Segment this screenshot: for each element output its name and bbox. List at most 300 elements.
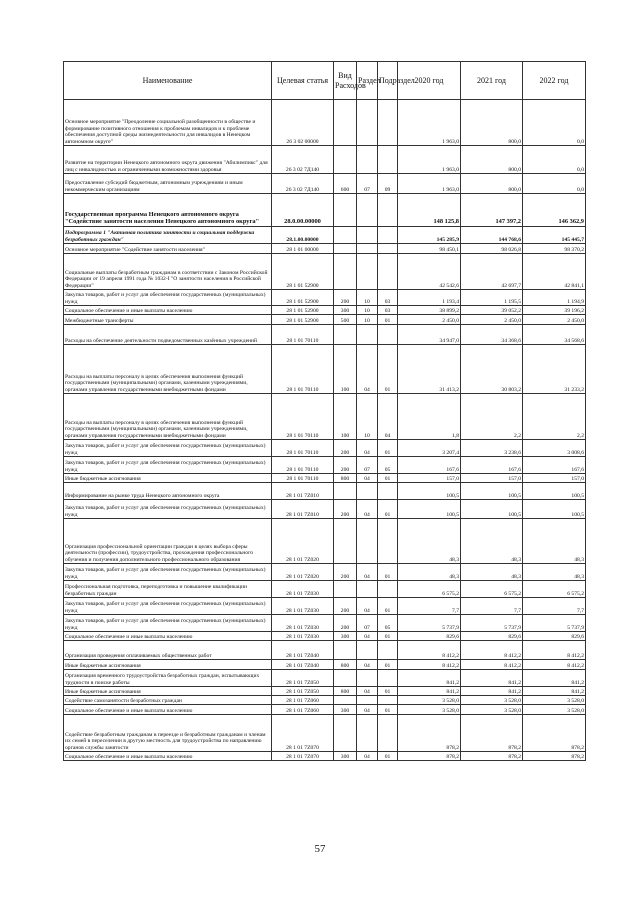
row-value-2020: 829,6 (398, 632, 461, 641)
row-value-2020: 38 899,2 (398, 306, 461, 315)
row-target: 28 1 01 7Z040 (272, 660, 334, 670)
table-row (64, 394, 586, 440)
row-razdel (357, 100, 378, 146)
row-name: Социальные выплаты безработным гражданам в соответствии с Законом Российской Федерации от 19 апреля 1991 года № 1032-I "О занятости населения в Российской Федерации" (64, 254, 272, 290)
row-razdel: 04 (357, 500, 378, 519)
table-row (64, 500, 586, 519)
row-value-2020: 5 737,9 (398, 615, 461, 632)
row-value-2020: 8 412,2 (398, 660, 461, 670)
row-value-2022: 98 370,2 (523, 244, 586, 254)
row-value-2021: 144 768,6 (461, 227, 523, 244)
row-podrazdel: 01 (378, 598, 398, 615)
row-razdel (357, 641, 378, 660)
row-target: 28 1 01 7Z030 (272, 632, 334, 641)
row-value-2021: 8 412,2 (461, 641, 523, 660)
row-target: 28 1 01 7Z040 (272, 641, 334, 660)
row-razdel (357, 194, 378, 227)
row-value-2022: 841,2 (523, 670, 586, 687)
row-target: 28 1 01 52900 (272, 306, 334, 315)
row-value-2020: 2 450,0 (398, 315, 461, 325)
row-vid: 300 (334, 705, 357, 715)
row-podrazdel: 01 (378, 632, 398, 641)
row-vid: 200 (334, 564, 357, 581)
row-name: Профессиональная подготовка, переподготовка и повышение квалификации безработных граждан (64, 581, 272, 598)
row-value-2022: 829,6 (523, 632, 586, 641)
row-vid: 300 (334, 306, 357, 315)
row-podrazdel: 05 (378, 615, 398, 632)
row-value-2022: 1 194,9 (523, 290, 586, 306)
row-value-2020: 878,2 (398, 752, 461, 761)
row-name: Иные бюджетные ассигнования (64, 687, 272, 696)
row-name: Расходы на обеспечение деятельности подведомственных казённых учреждений (64, 325, 272, 345)
header-2021: 2021 год (461, 62, 523, 100)
row-vid (334, 325, 357, 345)
row-value-2021: 878,2 (461, 715, 523, 752)
row-target: 28 1 01 7Z070 (272, 752, 334, 761)
row-value-2021: 147 397,2 (461, 194, 523, 227)
row-name: Содействие самозанятости безработных граждан (64, 696, 272, 705)
row-vid (334, 227, 357, 244)
header-name: Наименование (64, 62, 272, 100)
row-podrazdel: 01 (378, 705, 398, 715)
row-value-2022: 6 575,2 (523, 581, 586, 598)
row-value-2021: 2,2 (461, 394, 523, 440)
row-razdel: 04 (357, 474, 378, 483)
table-row (64, 581, 586, 598)
row-name: Социальное обеспечение и иные выплаты населению (64, 705, 272, 715)
budget-table (63, 61, 586, 761)
row-value-2022: 5 737,9 (523, 615, 586, 632)
row-razdel: 04 (357, 598, 378, 615)
row-podrazdel (378, 641, 398, 660)
row-target: 28 1 01 7Z070 (272, 715, 334, 752)
row-value-2020: 100,5 (398, 483, 461, 500)
row-podrazdel (378, 100, 398, 146)
table-row (64, 325, 586, 345)
row-value-2020: 48,3 (398, 564, 461, 581)
table-row (64, 705, 586, 715)
row-podrazdel (378, 483, 398, 500)
row-value-2022: 2 450,0 (523, 315, 586, 325)
row-name: Закупка товаров, работ и услуг для обеспечения государственных (муниципальных) нужд (64, 500, 272, 519)
row-vid (334, 581, 357, 598)
row-target: 28 1 01 7Z010 (272, 483, 334, 500)
table-row (64, 194, 586, 227)
row-name: Государственная программа Ненецкого автономного округа "Содействие занятости населения Ненецкого автономного округа" (64, 194, 272, 227)
row-vid: 300 (334, 632, 357, 641)
row-name: Организация временного трудоустройства безработных граждан, испытывающих трудности в поиске работы (64, 670, 272, 687)
row-value-2021: 800,0 (461, 174, 523, 194)
row-value-2020: 1 963,0 (398, 100, 461, 146)
row-vid (334, 244, 357, 254)
table-row (64, 483, 586, 500)
row-value-2020: 157,0 (398, 474, 461, 483)
row-value-2020: 1 963,0 (398, 146, 461, 174)
table-row (64, 632, 586, 641)
table-row (64, 598, 586, 615)
row-value-2022: 48,3 (523, 564, 586, 581)
row-vid (334, 641, 357, 660)
row-value-2020: 1,8 (398, 394, 461, 440)
header-row (64, 62, 586, 100)
row-target: 26 3 02 00000 (272, 100, 334, 146)
row-value-2022: 0,0 (523, 100, 586, 146)
row-razdel: 04 (357, 632, 378, 641)
row-name: Социальное обеспечение и иные выплаты населению (64, 632, 272, 641)
row-razdel (357, 715, 378, 752)
row-value-2022: 100,5 (523, 500, 586, 519)
row-razdel (357, 581, 378, 598)
table-body (64, 100, 586, 761)
row-vid (334, 146, 357, 174)
row-target: 28 1 01 7Z030 (272, 581, 334, 598)
row-value-2020: 98 450,1 (398, 244, 461, 254)
row-target: 28 1 01 70110 (272, 457, 334, 474)
row-value-2021: 841,2 (461, 687, 523, 696)
row-value-2020: 878,2 (398, 715, 461, 752)
row-target: 28.1.00.00000 (272, 227, 334, 244)
row-podrazdel: 01 (378, 440, 398, 457)
row-podrazdel: 04 (378, 394, 398, 440)
row-target: 28 1 01 70110 (272, 325, 334, 345)
row-target: 28 1 01 00000 (272, 244, 334, 254)
row-name: Основное мероприятие "Содействие занятости населения" (64, 244, 272, 254)
row-value-2020: 6 575,2 (398, 581, 461, 598)
row-podrazdel: 01 (378, 687, 398, 696)
row-vid (334, 715, 357, 752)
row-value-2021: 39 052,2 (461, 306, 523, 315)
row-razdel (357, 325, 378, 345)
row-name: Информирование на рынке труда Ненецкого автономного округа (64, 483, 272, 500)
row-podrazdel (378, 194, 398, 227)
row-razdel: 04 (357, 705, 378, 715)
row-target: 28 1 01 7Z020 (272, 519, 334, 564)
row-vid: 200 (334, 457, 357, 474)
header-podrazdel: Подраздел (378, 62, 398, 100)
row-value-2021: 98 026,8 (461, 244, 523, 254)
row-value-2021: 100,5 (461, 500, 523, 519)
table-row (64, 174, 586, 194)
table-row (64, 254, 586, 290)
row-name: Социальное обеспечение и иные выплаты населению (64, 752, 272, 761)
row-value-2021: 2 450,0 (461, 315, 523, 325)
row-value-2022: 42 841,1 (523, 254, 586, 290)
row-podrazdel: 09 (378, 174, 398, 194)
row-razdel: 10 (357, 306, 378, 315)
row-value-2022: 878,2 (523, 715, 586, 752)
row-value-2021: 48,3 (461, 564, 523, 581)
row-value-2021: 878,2 (461, 752, 523, 761)
row-value-2020: 3 207,4 (398, 440, 461, 457)
table-row (64, 474, 586, 483)
row-value-2021: 3 528,0 (461, 696, 523, 705)
row-value-2022: 31 233,2 (523, 345, 586, 394)
table-row (64, 244, 586, 254)
row-value-2021: 1 195,5 (461, 290, 523, 306)
row-value-2020: 841,2 (398, 670, 461, 687)
row-vid (334, 254, 357, 290)
row-target: 28 1 01 52900 (272, 315, 334, 325)
row-value-2020: 841,2 (398, 687, 461, 696)
row-name: Иные бюджетные ассигнования (64, 474, 272, 483)
row-target: 28 1 01 7Z030 (272, 598, 334, 615)
row-value-2021: 7,7 (461, 598, 523, 615)
row-name: Расходы на выплаты персоналу в целях обеспечения выполнения функций государственными (муниципальными) органами, казенными учреждениями, органами управления государственными внебюджетными фондами (64, 394, 272, 440)
row-vid: 800 (334, 474, 357, 483)
row-podrazdel: 03 (378, 306, 398, 315)
row-razdel (357, 254, 378, 290)
row-razdel: 04 (357, 564, 378, 581)
table-row (64, 457, 586, 474)
header-target: Целевая статья (272, 62, 334, 100)
row-value-2021: 3 528,0 (461, 705, 523, 715)
row-razdel (357, 244, 378, 254)
row-target: 28 1 01 70110 (272, 474, 334, 483)
row-podrazdel (378, 325, 398, 345)
row-target: 26 3 02 7Д140 (272, 146, 334, 174)
row-vid (334, 696, 357, 705)
row-razdel (357, 227, 378, 244)
row-value-2022: 146 362,9 (523, 194, 586, 227)
row-value-2020: 3 528,0 (398, 705, 461, 715)
row-podrazdel: 01 (378, 500, 398, 519)
table-row (64, 315, 586, 325)
row-value-2020: 42 542,6 (398, 254, 461, 290)
row-vid (334, 194, 357, 227)
row-value-2021: 8 412,2 (461, 660, 523, 670)
row-value-2022: 48,3 (523, 519, 586, 564)
row-name: Содействие безработным гражданам в переезде и безработным гражданам и членам их семей в переселении в другую местность для трудоустройства по направлению органов службы занятости (64, 715, 272, 752)
table-row (64, 290, 586, 306)
row-razdel (357, 146, 378, 174)
row-value-2022: 8 412,2 (523, 641, 586, 660)
row-value-2021: 100,5 (461, 483, 523, 500)
row-value-2020: 167,6 (398, 457, 461, 474)
row-podrazdel: 01 (378, 315, 398, 325)
table-row (64, 715, 586, 752)
row-target: 28 1 01 7Z050 (272, 670, 334, 687)
row-podrazdel: 01 (378, 752, 398, 761)
row-target: 28 1 01 7Z060 (272, 705, 334, 715)
row-value-2021: 34 368,6 (461, 325, 523, 345)
table-row (64, 564, 586, 581)
row-vid: 100 (334, 345, 357, 394)
row-value-2021: 3 238,6 (461, 440, 523, 457)
row-value-2020: 100,5 (398, 500, 461, 519)
row-vid (334, 519, 357, 564)
row-value-2020: 1 963,0 (398, 174, 461, 194)
row-value-2022: 2,2 (523, 394, 586, 440)
row-value-2020: 148 125,8 (398, 194, 461, 227)
row-name: Основное мероприятие "Преодоление социальной разобщенности в обществе и формирование позитивного отношения к проблемам инвалидов и к проблеме обеспечения доступной среды жизнедеятельности для инвалидов в Ненецком автономном округе" (64, 100, 272, 146)
table-row (64, 146, 586, 174)
row-razdel (357, 483, 378, 500)
row-vid: 200 (334, 615, 357, 632)
row-target: 26 3 02 7Д140 (272, 174, 334, 194)
row-vid (334, 483, 357, 500)
header-2020: 2020 год (398, 62, 461, 100)
row-vid: 500 (334, 315, 357, 325)
row-name: Организация проведения оплачиваемых общественных работ (64, 641, 272, 660)
row-name: Закупка товаров, работ и услуг для обеспечения государственных (муниципальных) нужд (64, 457, 272, 474)
row-value-2021: 42 697,7 (461, 254, 523, 290)
row-podrazdel (378, 715, 398, 752)
table-row (64, 687, 586, 696)
row-value-2022: 100,5 (523, 483, 586, 500)
row-value-2022: 3 528,0 (523, 696, 586, 705)
row-name: Закупка товаров, работ и услуг для обеспечения государственных (муниципальных) нужд (64, 598, 272, 615)
row-value-2022: 157,0 (523, 474, 586, 483)
row-value-2022: 145 445,7 (523, 227, 586, 244)
row-name: Организация профессиональной ориентации граждан в целях выбора сферы деятельности (профессии), трудоустройства, прохождения профессионального обучения и получения дополнительного профессионального образования (64, 519, 272, 564)
row-name: Иные бюджетные ассигнования (64, 660, 272, 670)
row-podrazdel (378, 581, 398, 598)
row-vid: 200 (334, 598, 357, 615)
row-value-2021: 829,6 (461, 632, 523, 641)
row-razdel: 10 (357, 394, 378, 440)
row-target: 28 1 01 7Z060 (272, 696, 334, 705)
row-name: Предоставление субсидий бюджетным, автономным учреждениям и иным некоммерческим организациям (64, 174, 272, 194)
row-razdel: 04 (357, 440, 378, 457)
row-value-2020: 8 412,2 (398, 641, 461, 660)
row-value-2022: 878,2 (523, 752, 586, 761)
row-value-2022: 3 528,0 (523, 705, 586, 715)
row-podrazdel (378, 254, 398, 290)
row-razdel (357, 519, 378, 564)
row-podrazdel (378, 227, 398, 244)
row-value-2022: 0,0 (523, 146, 586, 174)
row-name: Социальное обеспечение и иные выплаты населению (64, 306, 272, 315)
row-vid: 200 (334, 440, 357, 457)
row-value-2022: 841,2 (523, 687, 586, 696)
row-value-2021: 800,0 (461, 146, 523, 174)
row-value-2022: 34 568,6 (523, 325, 586, 345)
row-vid: 200 (334, 500, 357, 519)
row-razdel (357, 670, 378, 687)
row-value-2021: 157,0 (461, 474, 523, 483)
table-row (64, 752, 586, 761)
row-value-2021: 48,3 (461, 519, 523, 564)
row-value-2021: 5 737,9 (461, 615, 523, 632)
row-value-2021: 800,0 (461, 100, 523, 146)
page-number: 57 (314, 843, 326, 855)
row-value-2021: 30 803,2 (461, 345, 523, 394)
header-razdel: Раздел (357, 62, 378, 100)
row-razdel (357, 696, 378, 705)
table-row (64, 519, 586, 564)
table-row (64, 641, 586, 660)
row-value-2021: 841,2 (461, 670, 523, 687)
row-name: Закупка товаров, работ и услуг для обеспечения государственных (муниципальных) нужд (64, 290, 272, 306)
row-podrazdel (378, 146, 398, 174)
row-target: 28 1 01 70110 (272, 440, 334, 457)
row-podrazdel (378, 696, 398, 705)
row-value-2022: 8 412,2 (523, 660, 586, 670)
row-vid: 600 (334, 174, 357, 194)
row-name: Закупка товаров, работ и услуг для обеспечения государственных (муниципальных) нужд (64, 564, 272, 581)
row-razdel: 04 (357, 660, 378, 670)
row-razdel: 07 (357, 174, 378, 194)
row-value-2022: 7,7 (523, 598, 586, 615)
row-value-2020: 34 947,0 (398, 325, 461, 345)
row-value-2020: 1 193,4 (398, 290, 461, 306)
table-row (64, 696, 586, 705)
table-row (64, 615, 586, 632)
row-value-2022: 39 196,2 (523, 306, 586, 315)
row-podrazdel: 03 (378, 290, 398, 306)
row-target: 28 1 01 52900 (272, 254, 334, 290)
row-target: 28 1 01 70110 (272, 394, 334, 440)
header-vid: Вид Расходов (334, 62, 357, 100)
row-razdel: 10 (357, 315, 378, 325)
row-vid: 300 (334, 752, 357, 761)
row-name: Закупка товаров, работ и услуг для обеспечения государственных (муниципальных) нужд (64, 440, 272, 457)
row-name: Межбюджетные трансферты (64, 315, 272, 325)
row-razdel: 04 (357, 752, 378, 761)
row-value-2021: 6 575,2 (461, 581, 523, 598)
row-value-2020: 3 528,0 (398, 696, 461, 705)
row-vid: 100 (334, 394, 357, 440)
table-row (64, 306, 586, 315)
row-name: Подпрограмма 1 "Активная политика занятости и социальная поддержка безработных граждан" (64, 227, 272, 244)
row-target: 28 1 01 7Z010 (272, 500, 334, 519)
row-podrazdel (378, 670, 398, 687)
row-target: 28 1 01 7Z030 (272, 615, 334, 632)
row-podrazdel: 01 (378, 660, 398, 670)
header-2022: 2022 год (523, 62, 586, 100)
row-value-2020: 7,7 (398, 598, 461, 615)
row-target: 28 1 01 7Z050 (272, 687, 334, 696)
row-vid: 800 (334, 687, 357, 696)
row-vid: 800 (334, 660, 357, 670)
row-podrazdel: 05 (378, 457, 398, 474)
row-vid (334, 670, 357, 687)
row-podrazdel (378, 519, 398, 564)
row-target: 28 1 01 52900 (272, 290, 334, 306)
row-value-2022: 0,0 (523, 174, 586, 194)
row-podrazdel: 01 (378, 474, 398, 483)
table-row (64, 660, 586, 670)
row-podrazdel: 01 (378, 564, 398, 581)
row-value-2020: 145 285,9 (398, 227, 461, 244)
row-target: 28 1 01 7Z020 (272, 564, 334, 581)
row-razdel: 07 (357, 615, 378, 632)
table-row (64, 345, 586, 394)
row-value-2022: 167,6 (523, 457, 586, 474)
row-name: Расходы на выплаты персоналу в целях обеспечения выполнения функций государственными (муниципальными) органами, казенными учреждениями, органами управления государственными внебюджетными фондами (64, 345, 272, 394)
row-vid (334, 100, 357, 146)
row-name: Развитие на территории Ненецкого автономного округа движения "Абилимпикс" для лиц с инвалидностью и ограниченными возможностями здоровья (64, 146, 272, 174)
row-value-2022: 3 008,6 (523, 440, 586, 457)
row-razdel: 10 (357, 290, 378, 306)
table-row (64, 440, 586, 457)
row-name: Закупка товаров, работ и услуг для обеспечения государственных (муниципальных) нужд (64, 615, 272, 632)
row-podrazdel (378, 244, 398, 254)
row-value-2021: 167,6 (461, 457, 523, 474)
table-row (64, 227, 586, 244)
row-value-2020: 31 413,2 (398, 345, 461, 394)
row-target: 28 1 01 70110 (272, 345, 334, 394)
row-razdel: 04 (357, 345, 378, 394)
row-podrazdel: 01 (378, 345, 398, 394)
table-row (64, 100, 586, 146)
row-razdel: 07 (357, 457, 378, 474)
row-value-2020: 48,3 (398, 519, 461, 564)
row-razdel: 04 (357, 687, 378, 696)
table-row (64, 670, 586, 687)
row-target: 28.0.00.00000 (272, 194, 334, 227)
row-vid: 200 (334, 290, 357, 306)
